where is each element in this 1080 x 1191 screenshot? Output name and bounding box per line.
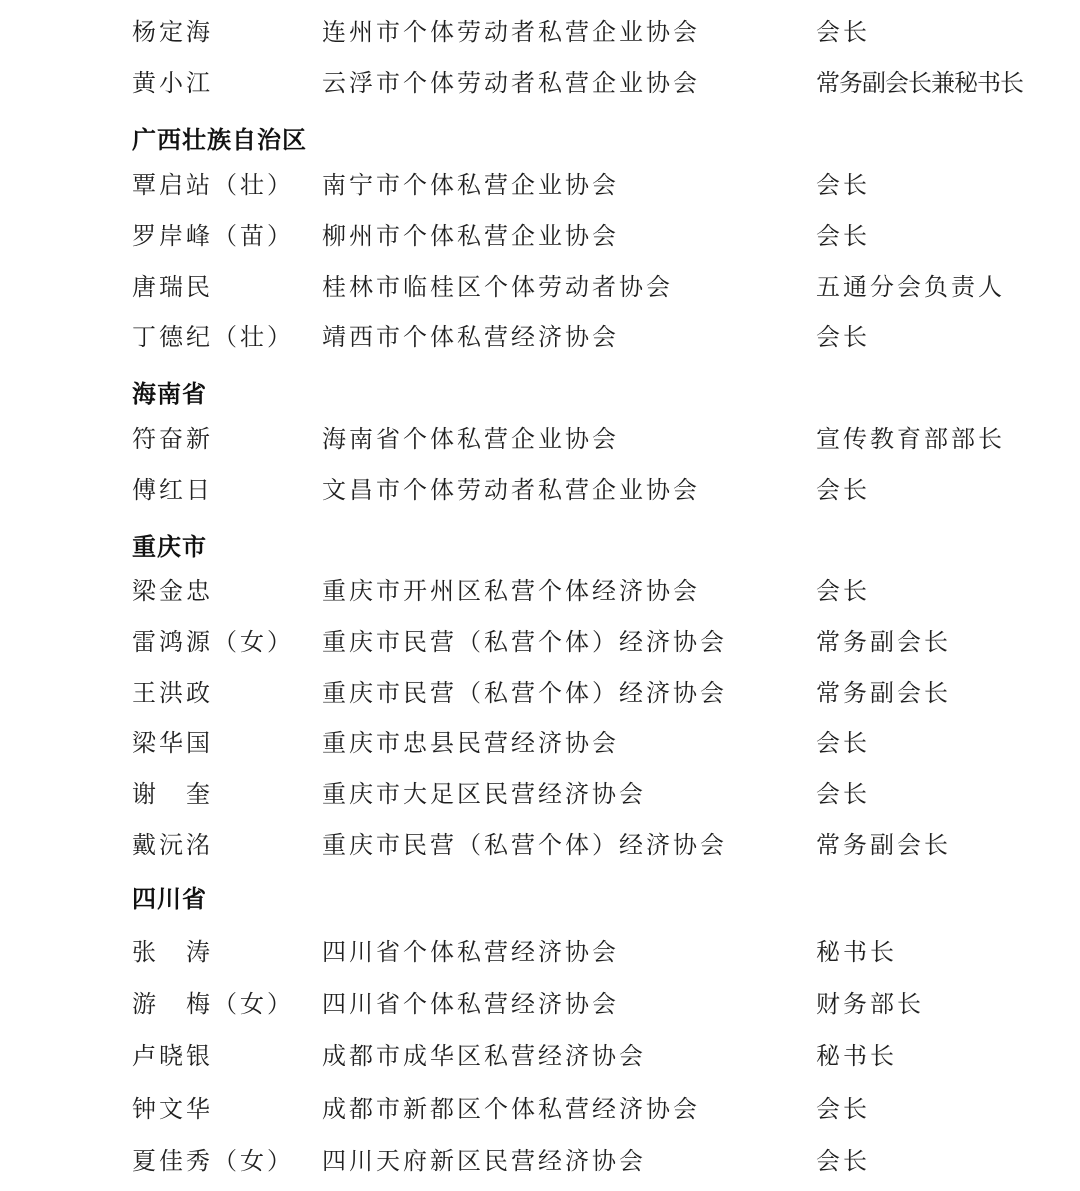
member-name: 杨定海 <box>132 18 213 46</box>
table-row <box>0 1036 1080 1076</box>
member-name: 梁金忠 <box>132 577 213 605</box>
member-name: 游 梅（女） <box>132 990 294 1018</box>
member-position: 会长 <box>816 476 870 504</box>
member-organization: 成都市新都区个体私营经济协会 <box>322 1095 700 1123</box>
member-position: 会长 <box>816 171 870 199</box>
member-organization: 柳州市个体私营企业协会 <box>322 222 619 250</box>
member-position: 会长 <box>816 1095 870 1123</box>
member-name: 王洪政 <box>132 679 213 707</box>
table-row <box>0 723 1080 763</box>
member-position: 会长 <box>816 780 870 808</box>
table-row <box>0 267 1080 307</box>
member-organization: 重庆市大足区民营经济协会 <box>322 780 646 808</box>
table-row <box>0 932 1080 972</box>
table-row <box>0 774 1080 814</box>
table-row <box>0 63 1080 103</box>
member-organization: 云浮市个体劳动者私营企业协会 <box>322 69 700 97</box>
table-row <box>0 470 1080 510</box>
member-organization: 重庆市民营（私营个体）经济协会 <box>322 831 727 859</box>
member-position: 会长 <box>816 222 870 250</box>
member-organization: 成都市成华区私营经济协会 <box>322 1042 646 1070</box>
table-row <box>0 825 1080 865</box>
member-name: 罗岸峰（苗） <box>132 222 294 250</box>
member-organization: 重庆市开州区私营个体经济协会 <box>322 577 700 605</box>
member-name: 雷鸿源（女） <box>132 628 294 656</box>
member-position: 常务副会长 <box>816 679 951 707</box>
member-name: 黄小江 <box>132 69 213 97</box>
table-row <box>0 622 1080 662</box>
table-row <box>0 673 1080 713</box>
member-name: 符奋新 <box>132 425 213 453</box>
member-position: 会长 <box>816 577 870 605</box>
table-row <box>0 1141 1080 1181</box>
member-name: 丁德纪（壮） <box>132 323 294 351</box>
member-name: 钟文华 <box>132 1095 213 1123</box>
member-organization: 四川省个体私营经济协会 <box>322 938 619 966</box>
member-organization: 靖西市个体私营经济协会 <box>322 323 619 351</box>
section-heading-sichuan: 四川省 <box>132 885 207 913</box>
section-heading-chongqing: 重庆市 <box>132 533 207 561</box>
member-organization: 连州市个体劳动者私营企业协会 <box>322 18 700 46</box>
member-name: 戴沅洺 <box>132 831 213 859</box>
member-organization: 南宁市个体私营企业协会 <box>322 171 619 199</box>
table-row <box>0 12 1080 52</box>
member-name: 夏佳秀（女） <box>132 1147 294 1175</box>
member-position: 常务副会长 <box>816 831 951 859</box>
member-position: 会长 <box>816 323 870 351</box>
table-row <box>0 984 1080 1024</box>
member-organization: 四川天府新区民营经济协会 <box>322 1147 646 1175</box>
member-organization: 文昌市个体劳动者私营企业协会 <box>322 476 700 504</box>
member-position: 常务副会长兼秘书长 <box>816 69 1023 97</box>
member-name: 张 涛 <box>132 938 213 966</box>
table-row <box>0 419 1080 459</box>
table-row <box>0 571 1080 611</box>
member-position: 会长 <box>816 729 870 757</box>
member-name: 傅红日 <box>132 476 213 504</box>
member-organization: 海南省个体私营企业协会 <box>322 425 619 453</box>
member-position: 会长 <box>816 1147 870 1175</box>
member-organization: 重庆市忠县民营经济协会 <box>322 729 619 757</box>
member-name: 卢晓银 <box>132 1042 213 1070</box>
member-position: 秘书长 <box>816 1042 897 1070</box>
table-row <box>0 165 1080 205</box>
section-heading-guangxi: 广西壮族自治区 <box>132 126 307 154</box>
section-heading-hainan: 海南省 <box>132 380 207 408</box>
member-position: 五通分会负责人 <box>816 273 1005 301</box>
table-row <box>0 317 1080 357</box>
member-name: 谢 奎 <box>132 780 213 808</box>
member-name: 唐瑞民 <box>132 273 213 301</box>
member-position: 常务副会长 <box>816 628 951 656</box>
member-organization: 桂林市临桂区个体劳动者协会 <box>322 273 673 301</box>
member-position: 财务部长 <box>816 990 924 1018</box>
member-name: 覃启站（壮） <box>132 171 294 199</box>
member-organization: 重庆市民营（私营个体）经济协会 <box>322 628 727 656</box>
member-position: 会长 <box>816 18 870 46</box>
table-row <box>0 216 1080 256</box>
member-name: 梁华国 <box>132 729 213 757</box>
member-position: 秘书长 <box>816 938 897 966</box>
table-row <box>0 1089 1080 1129</box>
member-position: 宣传教育部部长 <box>816 425 1005 453</box>
member-organization: 重庆市民营（私营个体）经济协会 <box>322 679 727 707</box>
member-organization: 四川省个体私营经济协会 <box>322 990 619 1018</box>
